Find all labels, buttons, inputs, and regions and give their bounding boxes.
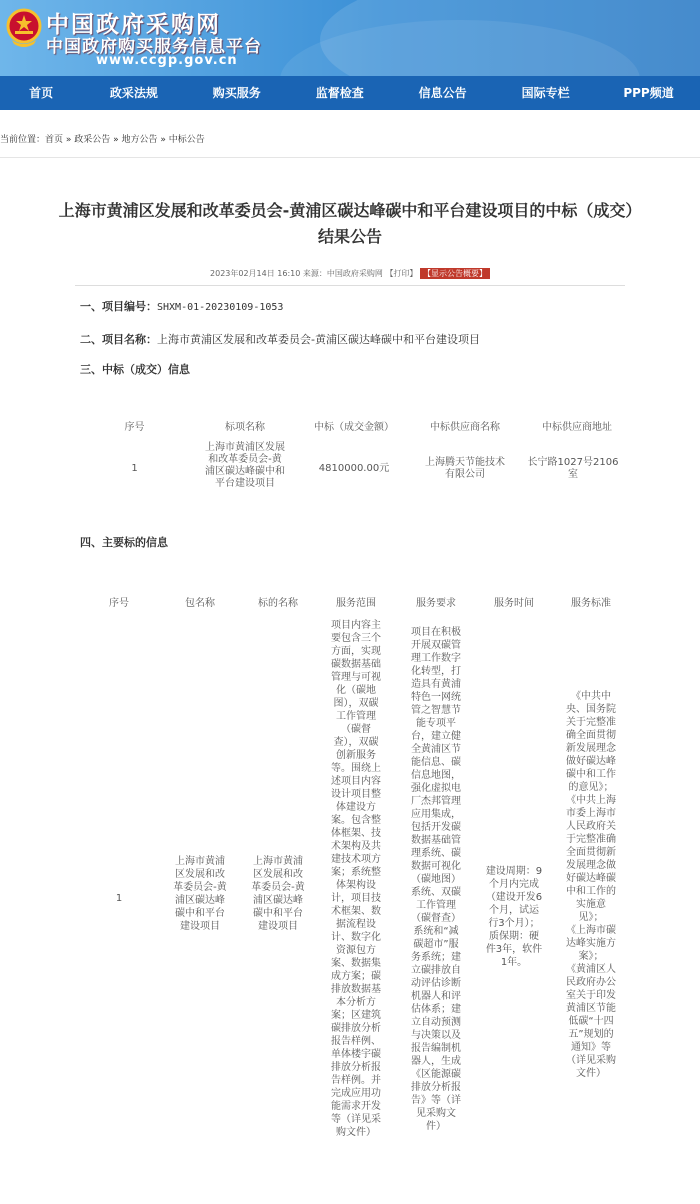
breadcrumb-home[interactable]: 首页 xyxy=(45,135,64,145)
breadcrumb-sep: » xyxy=(157,135,169,145)
cell-line: 的意见》； xyxy=(568,782,614,793)
cell-line: 区发展和改 xyxy=(253,869,303,880)
cell-line: 告样例。并 xyxy=(331,1075,381,1086)
breadcrumb-local[interactable]: 地方公告 xyxy=(121,135,158,145)
nav-item-supervision[interactable]: 监督检查 xyxy=(315,86,364,100)
table2-header-item: 标的名称 xyxy=(258,598,298,609)
cell-line: 个月内完成 xyxy=(489,879,539,890)
cell-line: 建设周期：9 xyxy=(485,866,543,877)
table1-row-no: 1 xyxy=(131,463,138,474)
cell-line: 实施意 xyxy=(576,899,606,910)
cell-line: 台，建立健 xyxy=(411,731,461,742)
cell-line: 立碳排放自 xyxy=(411,965,461,976)
cell-line: 区发展和改 xyxy=(175,869,225,880)
cell-line: 上海市黄浦 xyxy=(253,856,303,867)
breadcrumb-sep: » xyxy=(63,135,75,145)
cell-line: 中和工作的 xyxy=(566,886,616,897)
cell-line: 案。包含整 xyxy=(331,815,381,826)
cell-line: 计、数字化 xyxy=(331,932,381,943)
section-main-items xyxy=(80,534,168,550)
cell-line: 碳排放分析 xyxy=(331,1023,381,1034)
cell-line: 有限公司 xyxy=(445,469,485,480)
cell-line: 人民政府关 xyxy=(566,821,616,832)
notice-source: 来源：中国政府采购网 xyxy=(302,269,383,278)
cell-line: 关于完整准 xyxy=(566,717,616,728)
table2-header-no: 序号 xyxy=(109,598,129,609)
breadcrumb-notices[interactable]: 政采公告 xyxy=(74,135,111,145)
divider xyxy=(75,285,625,286)
cell-line: （详见采购 xyxy=(566,1055,616,1066)
breadcrumb-award[interactable]: 中标公告 xyxy=(168,135,205,145)
cell-line: 报告样例、 xyxy=(331,1036,381,1047)
cell-line: 上海市黄浦区发展 xyxy=(205,442,285,453)
cell-line: 包括开发碳 xyxy=(411,822,461,833)
notice-date: 2023年02月14日 16:10 xyxy=(210,269,301,278)
table2-row-scope xyxy=(318,619,394,1139)
cell-line: 碳数据基础 xyxy=(331,659,381,670)
cell-line: 黄浦区节能 xyxy=(566,1003,616,1014)
section-project-number xyxy=(80,298,283,314)
cell-line: 确全面贯彻 xyxy=(566,730,616,741)
nav-item-home[interactable]: 首页 xyxy=(29,86,54,100)
cell-line: 通知》等 xyxy=(571,1042,611,1053)
cell-line: 室关于印发 xyxy=(566,990,616,1001)
cell-line: 计，项目技 xyxy=(331,893,381,904)
cell-line: 项目在积极 xyxy=(411,627,461,638)
breadcrumb xyxy=(0,132,205,145)
cell-line: 完成应用功 xyxy=(331,1088,381,1099)
cell-line: 能需求开发 xyxy=(331,1101,381,1112)
cell-line: 革委员会-黄 xyxy=(173,882,227,893)
cell-line: 民政府办公 xyxy=(566,977,616,988)
print-link[interactable]: 【打印】 xyxy=(385,269,418,278)
cell-line: 市委上海市 xyxy=(566,808,616,819)
cell-line: 革委员会-黄 xyxy=(251,882,305,893)
cell-line: 案；区建筑 xyxy=(331,1010,381,1021)
cell-line: 方面，实现 xyxy=(331,646,381,657)
cell-line: 央、国务院 xyxy=(566,704,616,715)
site-subtitle: 中国政府购买服务信息平台 xyxy=(46,37,262,57)
cell-line: 理工作数字 xyxy=(411,653,461,664)
cell-line: 低碳“十四 xyxy=(568,1016,614,1027)
cell-line: 达峰实施方 xyxy=(566,938,616,949)
breadcrumb-bar xyxy=(0,110,700,158)
notice-title xyxy=(8,198,692,250)
table1-row-supplier xyxy=(410,457,520,481)
cell-line: 图），双碳 xyxy=(333,698,379,709)
cell-line: 案；系统整 xyxy=(331,867,381,878)
cell-line: 《黄浦区人 xyxy=(566,964,616,975)
cell-line: 排放分析报 xyxy=(411,1082,461,1093)
cell-line: 创新服务 xyxy=(336,750,376,761)
cell-line: 开展双碳管 xyxy=(411,640,461,651)
cell-line: 《区能源碳 xyxy=(411,1069,461,1080)
cell-line: 数据基础管 xyxy=(411,835,461,846)
table1-header-no: 序号 xyxy=(124,422,145,433)
cell-line: 五”规划的 xyxy=(568,1029,614,1040)
cell-line: 数据可视化 xyxy=(411,861,461,872)
table1-header-amount: 中标（成交金额） xyxy=(314,422,394,433)
table1-row-name xyxy=(190,442,300,490)
main-nav xyxy=(0,76,700,110)
cell-line: 等（详见采 xyxy=(331,1114,381,1125)
cell-line: 强化虚拟电 xyxy=(411,783,461,794)
cell-line: 术框架、数 xyxy=(331,906,381,917)
cell-line: 见采购文 xyxy=(416,1108,456,1119)
cell-line: 估体系；建 xyxy=(411,1004,461,1015)
nav-item-international[interactable]: 国际专栏 xyxy=(521,86,570,100)
project-name: 上海市黄浦区发展和改革委员会-黄浦区碳达峰碳中和平台建设项目 xyxy=(157,333,480,346)
section-label: 四、主要标的信息 xyxy=(80,536,168,549)
table2-header-time: 服务时间 xyxy=(494,598,534,609)
section-award-info xyxy=(80,361,190,377)
cell-line: 长宁路1027号2106 xyxy=(527,457,619,468)
nav-item-purchase-services[interactable]: 购买服务 xyxy=(212,86,261,100)
cell-line: 碳中和平台 xyxy=(175,908,225,919)
nav-item-regulations[interactable]: 政采法规 xyxy=(109,86,158,100)
cell-line: 造具有黄浦 xyxy=(411,679,461,690)
notice-title-line2: 结果公告 xyxy=(317,227,382,246)
cell-line: 要包含三个 xyxy=(331,633,381,644)
cell-line: 行3个月）； xyxy=(488,918,540,929)
national-emblem-icon[interactable] xyxy=(6,8,42,48)
cell-line: 见》； xyxy=(578,912,604,923)
cell-line: 全面贯彻新 xyxy=(566,847,616,858)
nav-item-announcements[interactable]: 信息公告 xyxy=(418,86,467,100)
cell-line: 能专项平 xyxy=(416,718,456,729)
cell-line: 于完整准确 xyxy=(566,834,616,845)
table2-header-scope: 服务范围 xyxy=(336,598,376,609)
cell-line: 特色一网统 xyxy=(411,692,461,703)
section-label: 二、项目名称： xyxy=(80,333,157,346)
cell-line: 浦区碳达峰 xyxy=(175,895,225,906)
cell-line: 查），双碳 xyxy=(333,737,379,748)
table1-header-name: 标项名称 xyxy=(225,422,265,433)
cell-line: 碳中和工作 xyxy=(566,769,616,780)
section-label: 三、中标（成交）信息 xyxy=(80,363,190,376)
cell-line: （建设开发6 xyxy=(485,892,543,903)
cell-line: 上海市黄浦 xyxy=(175,856,225,867)
cell-line: 体建设方 xyxy=(336,802,376,813)
table2-row-standard xyxy=(553,690,629,1080)
cell-line: 成方案；碳 xyxy=(331,971,381,982)
cell-line: 资源包方 xyxy=(336,945,376,956)
cell-line: 发展理念做 xyxy=(566,860,616,871)
cell-line: 体架构设 xyxy=(336,880,376,891)
cell-line: 动评估诊断 xyxy=(411,978,461,989)
cell-line: 等。围绕上 xyxy=(331,763,381,774)
notice-title-line1: 上海市黄浦区发展和改革委员会-黄浦区碳达峰碳中和平台建设项目的中标（成交） xyxy=(58,201,642,220)
cell-line: 和改革委员会-黄 xyxy=(208,454,282,465)
cell-line: 工作管理 xyxy=(416,900,456,911)
cell-line: 件） xyxy=(426,1121,446,1132)
table2-row-no: 1 xyxy=(115,893,123,904)
cell-line: 质保期：硬 xyxy=(489,931,539,942)
cell-line: 浦区碳达峰 xyxy=(253,895,303,906)
cell-line: 化（碳地 xyxy=(336,685,376,696)
nav-item-ppp[interactable]: PPP频道 xyxy=(623,86,674,100)
cell-line: 建技术项方 xyxy=(331,854,381,865)
table1-header-address: 中标供应商地址 xyxy=(542,422,612,433)
cell-line: 器人，生成 xyxy=(411,1056,461,1067)
cell-line: 系统、双碳 xyxy=(411,887,461,898)
cell-line: 管之智慧节 xyxy=(411,705,461,716)
cell-line: 述项目内容 xyxy=(331,776,381,787)
cell-line: 建设项目 xyxy=(180,921,220,932)
cell-line: 文件） xyxy=(576,1068,606,1079)
table1-row-amount: 4810000.00元 xyxy=(318,463,390,474)
cell-line: 设计项目整 xyxy=(331,789,381,800)
cell-line: 管理与可视 xyxy=(331,672,381,683)
cell-line: （碳督查） xyxy=(411,913,461,924)
cell-line: 机器人和评 xyxy=(411,991,461,1002)
table2-row-package xyxy=(162,855,238,933)
cell-line: 案》； xyxy=(578,951,604,962)
breadcrumb-label: 当前位置： xyxy=(0,135,46,145)
table2-row-item xyxy=(240,855,316,933)
cell-line: 报告编制机 xyxy=(411,1043,461,1054)
cell-line: 碳中和平台 xyxy=(253,908,303,919)
site-header xyxy=(0,0,700,76)
cell-line: 平台建设项目 xyxy=(215,478,275,489)
table2-header-standard: 服务标准 xyxy=(571,598,611,609)
table1-row-address xyxy=(508,457,638,481)
cell-line: 据流程设 xyxy=(336,919,376,930)
cell-line: 《中共上海 xyxy=(566,795,616,806)
project-number: SHXM-01-20230109-1053 xyxy=(157,302,284,313)
table2-header-requirement: 服务要求 xyxy=(416,598,456,609)
cell-line: 做好碳达峰 xyxy=(566,756,616,767)
section-project-name xyxy=(80,331,480,347)
cell-line: 与决策以及 xyxy=(411,1030,461,1041)
cell-line: 《中共中 xyxy=(571,691,611,702)
table2-header-package: 包名称 xyxy=(185,598,215,609)
table2-row-time xyxy=(476,865,552,969)
cell-line: 项目内容主 xyxy=(331,620,381,631)
cell-line: 建设项目 xyxy=(258,921,298,932)
cell-line: 排放数据基 xyxy=(331,984,381,995)
cell-line: 告》等（详 xyxy=(411,1095,461,1106)
cell-line: 立自动预测 xyxy=(411,1017,461,1028)
cell-line: 理系统、碳 xyxy=(411,848,461,859)
cell-line: 能信息、碳 xyxy=(411,757,461,768)
cell-line: 化转型，打 xyxy=(411,666,461,677)
cell-line: 好碳达峰碳 xyxy=(566,873,616,884)
cell-line: 厂杰邦管理 xyxy=(411,796,461,807)
cell-line: 应用集成， xyxy=(411,809,461,820)
cell-line: 碳超市”服 xyxy=(413,939,459,950)
cell-line: 信息地图， xyxy=(411,770,461,781)
cell-line: 《上海市碳 xyxy=(566,925,616,936)
cell-line: 购文件） xyxy=(336,1127,376,1138)
cell-line: 浦区碳达峰碳中和 xyxy=(205,466,285,477)
table2-row-requirement xyxy=(398,626,474,1133)
cell-line: 新发展理念 xyxy=(566,743,616,754)
cell-line: 案、数据集 xyxy=(331,958,381,969)
cell-line: 室 xyxy=(568,469,578,480)
cell-line: 体框架、技 xyxy=(331,828,381,839)
cell-line: （碳督 xyxy=(341,724,371,735)
section-label: 一、项目编号： xyxy=(80,300,157,313)
cell-line: 1年。 xyxy=(500,957,528,968)
cell-line: 上海腾天节能技术 xyxy=(425,457,505,468)
notice-meta xyxy=(0,268,700,279)
summary-toggle-button[interactable]: 【显示公告概要】 xyxy=(420,268,490,279)
table1-header-supplier: 中标供应商名称 xyxy=(430,422,500,433)
breadcrumb-sep: » xyxy=(110,135,122,145)
cell-line: 系统和“减 xyxy=(413,926,459,937)
site-url[interactable]: www.ccgp.gov.cn xyxy=(96,53,238,68)
site-title[interactable]: 中国政府采购网 xyxy=(46,12,221,38)
cell-line: 全黄浦区节 xyxy=(411,744,461,755)
cell-line: 单体楼宇碳 xyxy=(331,1049,381,1060)
cell-line: 本分析方 xyxy=(336,997,376,1008)
cell-line: 务系统；建 xyxy=(411,952,461,963)
cell-line: 件3年，软件 xyxy=(485,944,543,955)
cell-line: 排放分析报 xyxy=(331,1062,381,1073)
cell-line: （碳地图） xyxy=(411,874,461,885)
cell-line: 工作管理 xyxy=(336,711,376,722)
cell-line: 术架构及共 xyxy=(331,841,381,852)
cell-line: 个月，试运 xyxy=(489,905,539,916)
